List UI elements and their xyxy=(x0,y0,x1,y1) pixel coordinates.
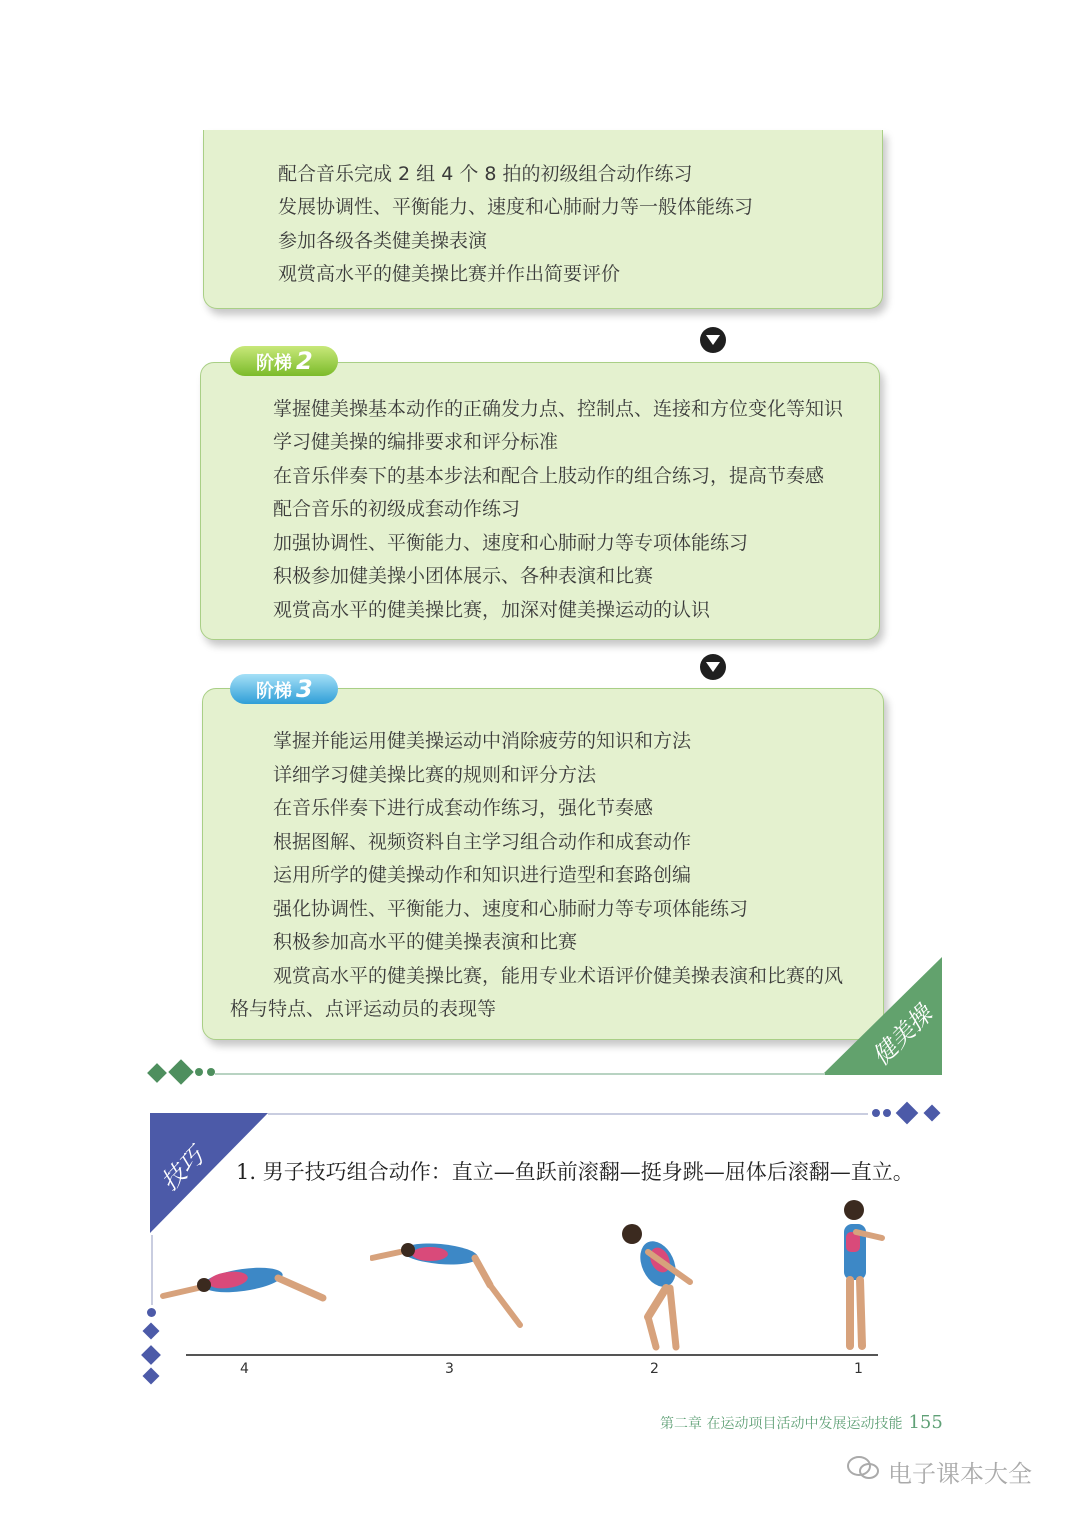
level-3-line-4: 根据图解、视频资料自主学习组合动作和成套动作 xyxy=(273,831,692,853)
down-arrow-icon xyxy=(700,654,726,680)
level-1-line-1: 配合音乐完成 2 组 4 个 8 拍的初级组合动作练习 xyxy=(278,163,693,185)
gymnast-photo-2 xyxy=(618,1222,698,1352)
level-3-line-6: 强化协调性、平衡能力、速度和心肺耐力等专项体能练习 xyxy=(273,898,749,920)
figure-caption: 1. 男子技巧组合动作：直立—鱼跃前滚翻—挺身跳—屈体后滚翻—直立。 xyxy=(236,1160,914,1184)
wechat-icon xyxy=(846,1455,880,1481)
level-3-tab-label: 阶梯 xyxy=(256,681,292,702)
level-1-line-2: 发展协调性、平衡能力、速度和心肺耐力等一般体能练习 xyxy=(278,196,754,218)
level-3-line-3: 在音乐伴奏下进行成套动作练习，强化节奏感 xyxy=(273,797,654,819)
level-2-line-5: 加强协调性、平衡能力、速度和心肺耐力等专项体能练习 xyxy=(273,532,749,554)
watermark-text xyxy=(888,1454,1032,1489)
figure-baseline xyxy=(186,1354,878,1356)
level-3-line-7: 积极参加高水平的健美操表演和比赛 xyxy=(273,931,578,953)
level-3-tab xyxy=(230,674,338,704)
side-section-tab xyxy=(822,957,942,1075)
figure-tick-3: 3 xyxy=(445,1361,454,1377)
level-1-box xyxy=(203,130,883,309)
figure-tick-1: 1 xyxy=(854,1361,863,1377)
level-3-line-5: 运用所学的健美操动作和知识进行造型和套路创编 xyxy=(273,864,692,886)
level-2-line-6: 积极参加健美操小团体展示、各种表演和比赛 xyxy=(273,565,654,587)
skills-tab-label: 技巧 xyxy=(155,1142,210,1197)
down-arrow-icon xyxy=(700,327,726,353)
level-2-line-3: 在音乐伴奏下的基本步法和配合上肢动作的组合练习，提高节奏感 xyxy=(273,465,825,487)
page-footer xyxy=(660,1412,943,1433)
level-3-line-2: 详细学习健美操比赛的规则和评分方法 xyxy=(273,764,597,786)
figure-tick-4: 4 xyxy=(240,1361,249,1377)
side-section-label: 健美操 xyxy=(866,999,938,1071)
gymnast-photo-1 xyxy=(836,1198,886,1350)
figure-tick-2: 2 xyxy=(650,1361,659,1377)
gymnast-photo-4 xyxy=(158,1258,328,1308)
level-2-line-1: 掌握健美操基本动作的正确发力点、控制点、连接和方位变化等知识 xyxy=(273,398,844,420)
gymnast-photo-3 xyxy=(370,1240,525,1330)
level-3-line-8: 观赏高水平的健美操比赛，能用专业术语评价健美操表演和比赛的风 xyxy=(273,965,844,987)
level-3-line-1: 掌握并能运用健美操运动中消除疲劳的知识和方法 xyxy=(273,730,692,752)
watermark-label: 电子课本大全 xyxy=(888,1460,1032,1488)
level-2-line-7: 观赏高水平的健美操比赛，加深对健美操运动的认识 xyxy=(273,599,711,621)
level-3-box xyxy=(202,688,884,1040)
level-2-line-4: 配合音乐的初级成套动作练习 xyxy=(273,498,521,520)
level-1-line-3: 参加各级各类健美操表演 xyxy=(278,230,488,252)
level-2-line-2: 学习健美操的编排要求和评分标准 xyxy=(273,431,559,453)
chapter-title: 第二章 在运动项目活动中发展运动技能 xyxy=(660,1416,903,1432)
page-number: 155 xyxy=(908,1412,943,1433)
level-2-tab-label: 阶梯 xyxy=(256,353,292,374)
level-2-tab-number: 2 xyxy=(296,347,313,375)
level-3-line-9: 格与特点、点评运动员的表现等 xyxy=(230,998,497,1020)
level-1-line-4: 观赏高水平的健美操比赛并作出简要评价 xyxy=(278,263,621,285)
level-2-tab xyxy=(230,346,338,376)
level-3-tab-number: 3 xyxy=(296,675,313,703)
level-2-box xyxy=(200,362,880,640)
